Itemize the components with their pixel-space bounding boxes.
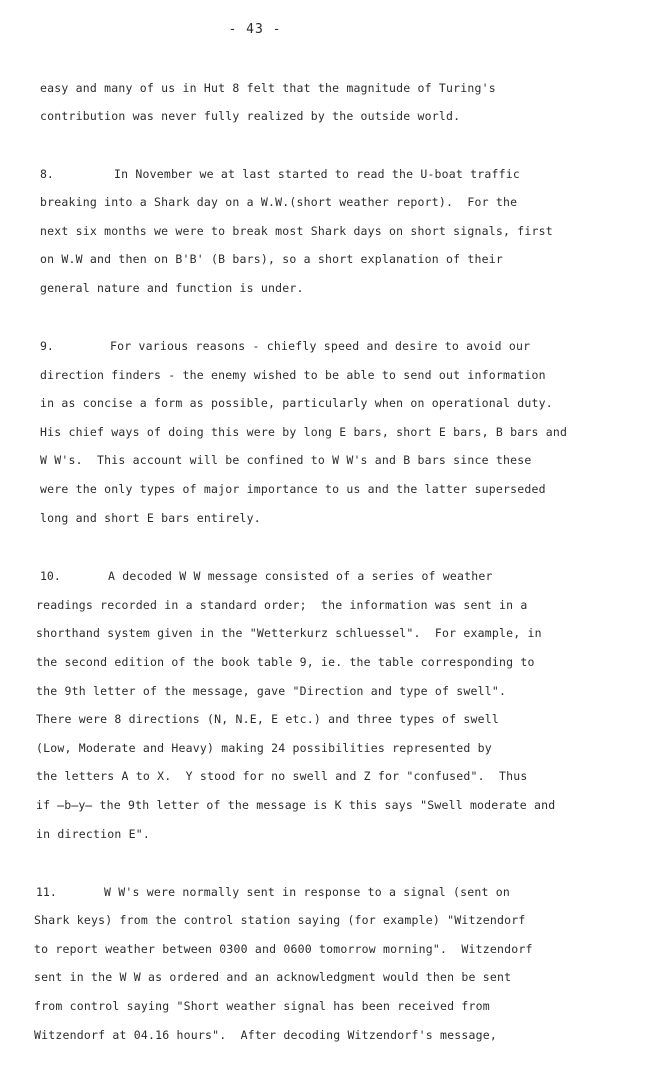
text-line: shorthand system given in the "Wetterkurz schluessel". For example, in (36, 626, 542, 640)
text-line: (Low, Moderate and Heavy) making 24 possibilities represented by (36, 741, 492, 755)
text-line: if ̶b̶y̶ the 9th letter of the message is K this says "Swell moderate and (36, 798, 556, 812)
text-line: Shark keys) from the control station saying (for example) "Witzendorf (34, 913, 526, 927)
paragraph-number: 11. (36, 885, 57, 899)
text-line: general nature and function is under. (40, 281, 304, 295)
text-line: in direction E". (36, 827, 150, 841)
text-line: next six months we were to break most Shark days on short signals, first (40, 224, 553, 238)
text-line: In November we at last started to read the U-boat traffic (114, 167, 521, 181)
text-line: long and short E bars entirely. (40, 511, 261, 525)
text-line: were the only types of major importance to us and the latter superseded (40, 482, 546, 496)
text-line: A decoded W W message consisted of a series of weather (108, 569, 493, 583)
paragraph-number: 10. (40, 569, 61, 583)
text-line: the letters A to X. Y stood for no swell and Z for "confused". Thus (36, 769, 528, 783)
text-line: on W.W and then on B'B' (B bars), so a short explanation of their (40, 252, 504, 266)
text-line: For various reasons - chiefly speed and desire to avoid our (110, 339, 531, 353)
paragraph-number: 8. (40, 167, 54, 181)
text-line: from control saying "Short weather signal has been received from (34, 999, 490, 1013)
text-line: readings recorded in a standard order; the information was sent in a (36, 598, 528, 612)
text-line: to report weather between 0300 and 0600 tomorrow morning". Witzendorf (34, 942, 533, 956)
text-line: breaking into a Shark day on a W.W.(short weather report). For the (40, 195, 518, 209)
text-line: easy and many of us in Hut 8 felt that the magnitude of Turing's (40, 81, 496, 95)
text-line: direction finders - the enemy wished to be able to send out information (40, 368, 546, 382)
text-line: W W's. This account will be confined to W W's and B bars since these (40, 453, 532, 467)
text-line: the second edition of the book table 9, ie. the table corresponding to (36, 655, 535, 669)
text-line: Witzendorf at 04.16 hours". After decoding Witzendorf's message, (34, 1028, 498, 1042)
text-line: W W's were normally sent in response to a signal (sent on (104, 885, 511, 899)
paragraph-number: 9. (40, 339, 54, 353)
text-line: His chief ways of doing this were by long E bars, short E bars, B bars and (40, 425, 568, 439)
text-line: in as concise a form as possible, particularly when on operational duty. (40, 396, 553, 410)
text-line: contribution was never fully realized by the outside world. (40, 109, 461, 123)
text-line: There were 8 directions (N, N.E, E etc.) and three types of swell (36, 712, 500, 726)
text-line: sent in the W W as ordered and an acknowledgment would then be sent (34, 970, 512, 984)
page-number: - 43 - (228, 22, 282, 37)
text-line: the 9th letter of the message, gave "Direction and type of swell". (36, 684, 507, 698)
